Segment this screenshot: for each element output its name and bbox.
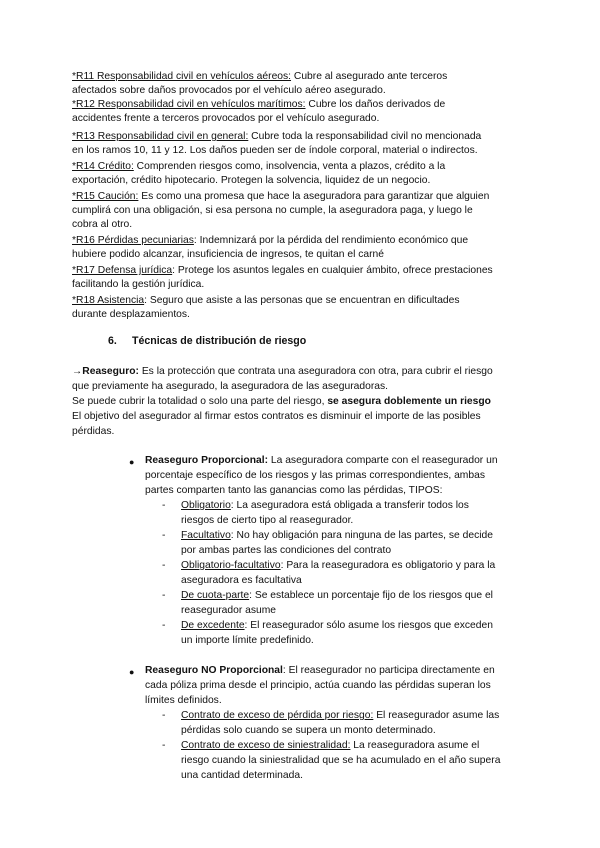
risk-r14-line1: *R14 Crédito: Comprenden riesgos como, insolvencia, venta a plazos, crédito a la (72, 161, 446, 172)
type-exceso-siniestralidad-name: Contrato de exceso de siniestralidad: (181, 740, 351, 751)
type-excedente-name: De excedente (181, 620, 245, 631)
type-obligatorio-line2: riesgos de cierto tipo al reasegurador. (181, 515, 354, 526)
proportional-line3: partes comparten tanto las ganancias como las pérdidas, TIPOS: (145, 485, 443, 496)
risk-r15-label: *R15 Caución: (72, 191, 139, 202)
risk-r15-line3: cobra al otro. (72, 219, 133, 230)
dash-icon: - (162, 590, 166, 601)
risk-r13-line1: *R13 Responsabilidad civil en general: Cubre toda la responsabilidad civil no mencionada (72, 131, 482, 142)
dash-icon: - (162, 710, 166, 721)
type-exceso-siniestralidad-line2: riesgo cuando la siniestralidad que se ha acumulado en el año supera (181, 755, 501, 766)
type-excedente-line1: De excedente: El reasegurador sólo asume los riesgos que exceden (181, 620, 493, 631)
non-proportional-line1: Reaseguro NO Proporcional: El reasegurador no participa directamente en (145, 665, 495, 676)
risk-r13-line2: en los ramos 10, 11 y 12. Los daños pueden ser de índole corporal, material o indirectos. (72, 145, 478, 156)
risk-r16-line2: hubiere podido alcanzar, insuficiencia de ingresos, te quitan el carné (72, 249, 384, 260)
dash-icon: - (162, 740, 166, 751)
type-cuota-parte-line1: De cuota-parte: Se establece un porcentaje fijo de los riesgos que el (181, 590, 493, 601)
type-exceso-perdida-name: Contrato de exceso de pérdida por riesgo: (181, 710, 374, 721)
risk-r11-line1: *R11 Responsabilidad civil en vehículos aéreos: Cubre al asegurado ante terceros (72, 71, 448, 82)
risk-r12-line1: *R12 Responsabilidad civil en vehículos marítimos: Cubre los daños derivados de (72, 99, 446, 110)
non-proportional-term: Reaseguro NO Proporcional (145, 665, 283, 676)
intro-line3: Se puede cubrir la totalidad o solo una parte del riesgo, se asegura doblemente un riesgo (72, 396, 491, 407)
intro-line1: →Reaseguro: Es la protección que contrata una aseguradora con otra, para cubrir el riesgo (72, 366, 493, 377)
risk-r11-line2: afectados sobre daños provocados por el vehículo aéreo asegurado. (72, 85, 386, 96)
reaseguro-term: Reaseguro: (82, 366, 139, 377)
risk-r12-line2: accidentes frente a terceros provocados por el vehículo asegurado. (72, 113, 380, 124)
risk-r11-label: *R11 Responsabilidad civil en vehículos aéreos: (72, 71, 292, 82)
type-obligatorio-facultativo-line1: Obligatorio-facultativo: Para la reaseguradora es obligatorio y para la (181, 560, 496, 571)
intro-line4: El objetivo del asegurador al firmar estos contratos es disminuir el importe de las posibles (72, 411, 481, 422)
type-facultativo-line1: Facultativo: No hay obligación para ninguna de las partes, se decide (181, 530, 493, 541)
dash-icon: - (162, 500, 166, 511)
arrow-icon: → (72, 366, 83, 377)
type-exceso-perdida-line2: pérdidas solo cuando se supera un monto determinado. (181, 725, 436, 736)
type-facultativo-name: Facultativo (181, 530, 231, 541)
risk-r15-line1: *R15 Caución: Es como una promesa que hace la aseguradora para garantizar que alguien (72, 191, 490, 202)
dash-icon: - (162, 560, 166, 571)
risk-r14-line2: exportación, crédito hipotecario. Protegen la solvencia, liquidez de un negocio. (72, 175, 431, 186)
risk-r14-label: *R14 Crédito: (72, 161, 134, 172)
type-facultativo-line2: por ambas partes las condiciones del contrato (181, 545, 392, 556)
proportional-line2: porcentaje específico de los riesgos y las primas correspondientes, ambas (145, 470, 485, 481)
type-cuota-parte-line2: reasegurador asume (181, 605, 277, 616)
section-number: 6. (108, 335, 117, 347)
risk-r17-label: *R17 Defensa jurídica (72, 265, 173, 276)
risk-r15-line2: cumplirá con una obligación, si esa persona no cumple, la aseguradora paga, y luego le (72, 205, 473, 216)
non-proportional-line3: límites definidos. (145, 695, 222, 706)
dash-icon: - (162, 620, 166, 631)
dash-icon: - (162, 530, 166, 541)
risk-r13-label: *R13 Responsabilidad civil en general: (72, 131, 249, 142)
type-excedente-line2: un importe límite predefinido. (181, 635, 314, 646)
proportional-line1: Reaseguro Proporcional: La aseguradora comparte con el reasegurador un (145, 455, 498, 466)
type-obligatorio-facultativo-line2: aseguradora es facultativa (181, 575, 302, 586)
section-title: Técnicas de distribución de riesgo (132, 335, 307, 347)
risk-r16-line1: *R16 Pérdidas pecuniarias: Indemnizará por la pérdida del rendimiento económico que (72, 235, 469, 246)
risk-r12-label: *R12 Responsabilidad civil en vehículos marítimos: (72, 99, 306, 110)
type-exceso-siniestralidad-line1: Contrato de exceso de siniestralidad: La reaseguradora asume el (181, 740, 480, 751)
risk-r16-label: *R16 Pérdidas pecuniarias (72, 235, 194, 246)
intro-line2: que previamente ha asegurado, la aseguradora de las aseguradoras. (72, 381, 388, 392)
intro-emphasis: se asegura doblemente un riesgo (327, 396, 491, 407)
risk-r18-line1: *R18 Asistencia: Seguro que asiste a las personas que se encuentran en dificultades (72, 295, 460, 306)
bullet-icon: ● (129, 667, 135, 677)
type-exceso-perdida-line1: Contrato de exceso de pérdida por riesgo: El reasegurador asume las (181, 710, 500, 721)
risk-r18-line2: durante desplazamientos. (72, 309, 190, 320)
proportional-term: Reaseguro Proporcional: (145, 455, 269, 466)
risk-r17-line1: *R17 Defensa jurídica: Protege los asuntos legales en cualquier ámbito, ofrece prestaciones (72, 265, 493, 276)
type-exceso-siniestralidad-line3: una cantidad determinada. (181, 770, 303, 781)
bullet-icon: ● (129, 457, 135, 467)
type-obligatorio-line1: Obligatorio: La aseguradora está obligada a transferir todos los (181, 500, 469, 511)
risk-r18-label: *R18 Asistencia (72, 295, 145, 306)
risk-r17-line2: facilitando la gestión jurídica. (72, 279, 205, 290)
type-obligatorio-facultativo-name: Obligatorio-facultativo (181, 560, 281, 571)
type-cuota-parte-name: De cuota-parte (181, 590, 250, 601)
type-obligatorio-name: Obligatorio (181, 500, 231, 511)
intro-line5: pérdidas. (72, 426, 115, 437)
non-proportional-line2: cada póliza prima desde el principio, actúa cuando las pérdidas superan los (145, 680, 491, 691)
